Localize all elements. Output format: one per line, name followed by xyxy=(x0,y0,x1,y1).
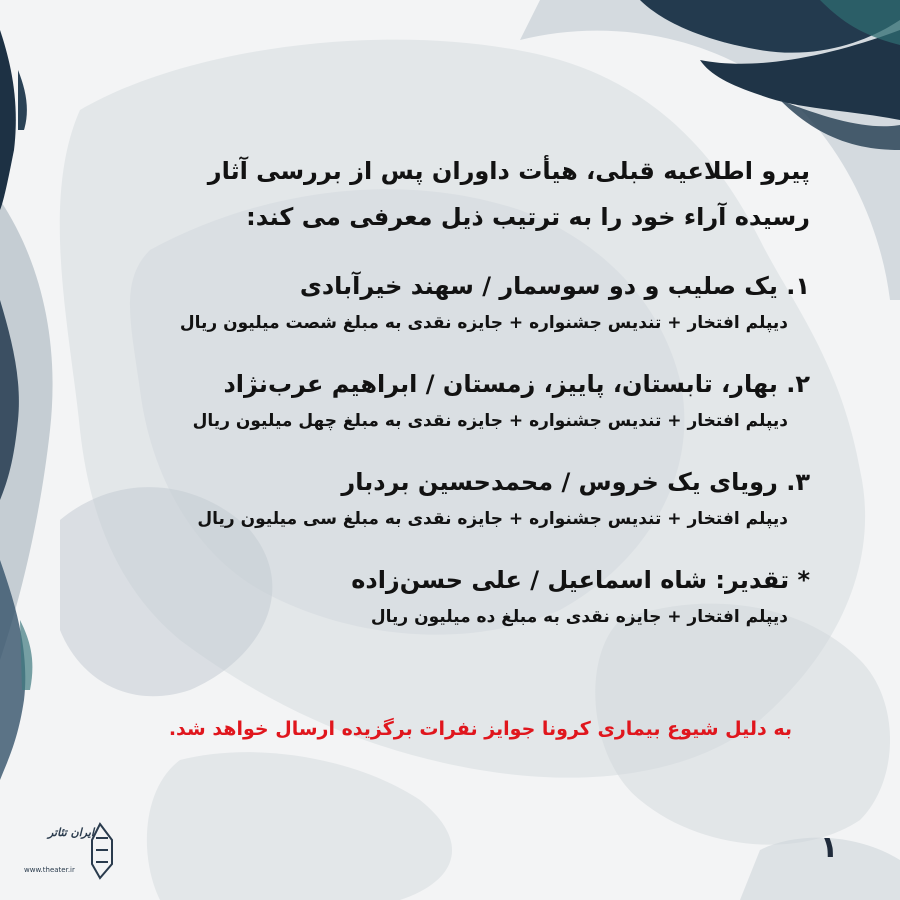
honorable-mention-entry xyxy=(90,562,810,632)
logo-url: www.theater.ir xyxy=(24,866,75,874)
entry-title: ۲. بهار، تابستان، پاییز، زمستان / ابراهیم عرب‌نژاد xyxy=(223,370,810,398)
entry-prize: دیپلم افتخار + تندیس جشنواره + جایزه نقدی به مبلغ شصت میلیون ریال xyxy=(179,313,788,333)
entry-prize: دیپلم افتخار + تندیس جشنواره + جایزه نقدی به مبلغ سی میلیون ریال xyxy=(197,509,788,529)
winner-entry-1 xyxy=(90,268,810,338)
intro-line-2: رسیده آراء خود را به ترتیب ذیل معرفی می کند: xyxy=(246,203,810,231)
entry-title: * تقدیر: شاه اسماعیل / علی حسن‌زاده xyxy=(351,566,810,594)
announcement-content xyxy=(90,148,810,632)
page-number: ۱ xyxy=(820,830,839,865)
logo-name: ایران تئاتر xyxy=(47,826,94,839)
winner-entry-3 xyxy=(90,464,810,534)
intro-line-1: پیرو اطلاعیه قبلی، هیأت داوران پس از بررسی آثار xyxy=(207,157,810,185)
covid-notice: به دلیل شیوع بیماری کرونا جوایز نفرات برگزیده ارسال خواهد شد. xyxy=(168,718,792,740)
entry-prize: دیپلم افتخار + جایزه نقدی به مبلغ ده میلیون ریال xyxy=(370,607,788,627)
entry-title: ۳. رویای یک خروس / محمدحسین بردبار xyxy=(341,468,810,496)
entry-title: ۱. یک صلیب و دو سوسمار / سهند خیرآبادی xyxy=(299,272,810,300)
intro-text xyxy=(90,148,810,240)
winner-entry-2 xyxy=(90,366,810,436)
entry-prize: دیپلم افتخار + تندیس جشنواره + جایزه نقدی به مبلغ چهل میلیون ریال xyxy=(192,411,788,431)
